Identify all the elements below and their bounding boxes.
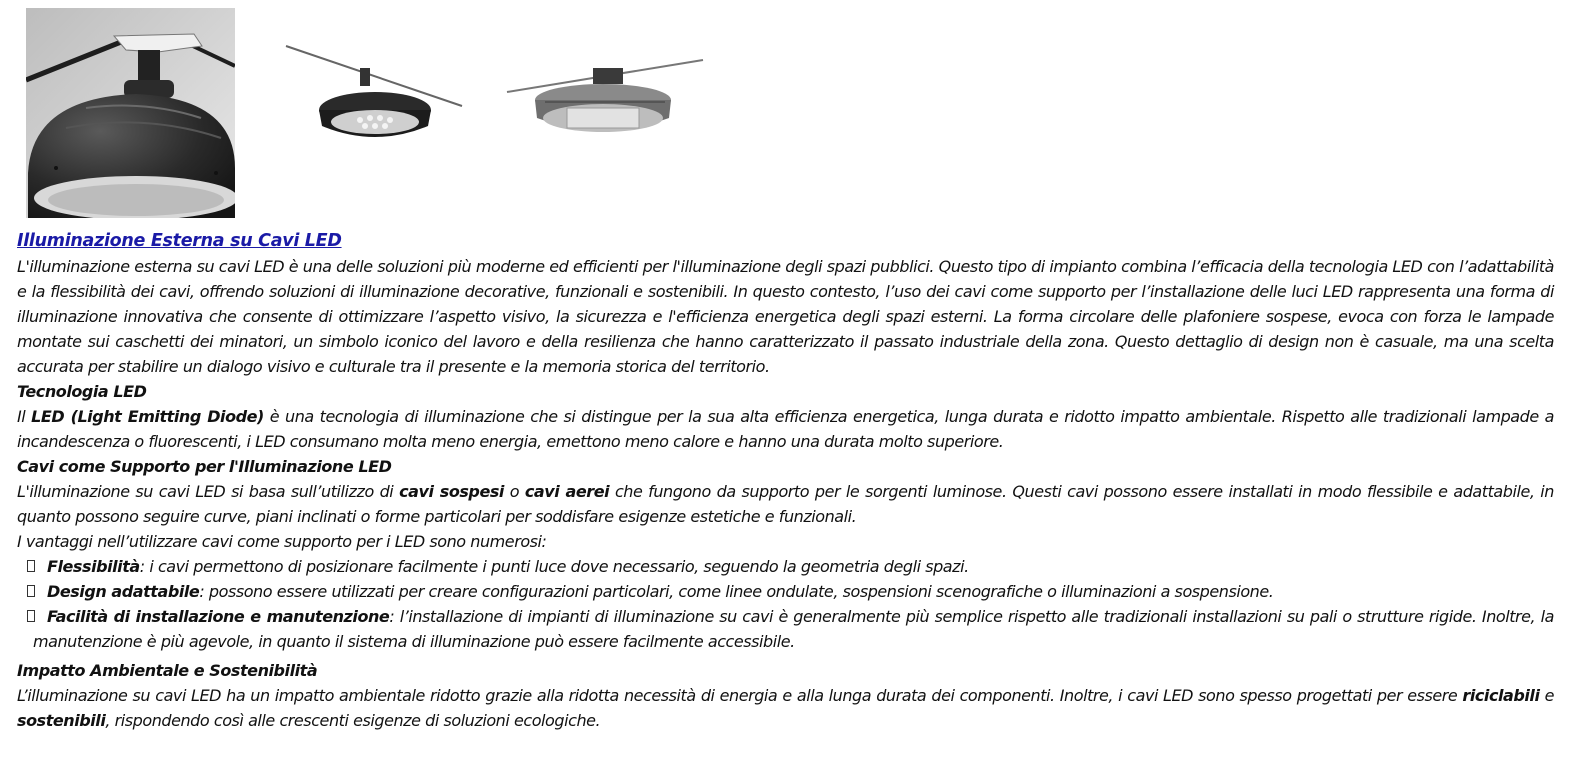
text-segment: e (1539, 686, 1554, 705)
heading-cavi-supporto: Cavi come Supporto per l'Illuminazione LED (17, 457, 392, 476)
list-item (17, 554, 1554, 579)
impatto-paragraph (17, 683, 1554, 733)
text-segment: L'illuminazione su cavi LED si basa sull’utilizzo di (17, 482, 400, 501)
vantaggi-intro: I vantaggi nell’utilizzare cavi come supporto per i LED sono numerosi: (17, 532, 547, 551)
bullet-box-icon (27, 585, 35, 597)
text-segment: o (503, 482, 525, 501)
list-item (17, 604, 1554, 654)
bullet-text: : l’installazione di impianti di illuminazione su cavi è generalmente più semplice rispetto alle tradizionali installazioni su pali o strutture rigide. Inoltre, la manutenzione è più agevole, in quanto il sistema di illuminazione può essere facilmente accessibile. (33, 607, 1554, 651)
text-segment: che fungono da supporto per le sorgenti luminose. Questi cavi possono essere installati in modo flessibile e adattabile, in quanto possono seguire curve, piani inclinati o forme particolari per soddisfare esigenze estetiche e funzionali. (17, 482, 1554, 526)
bullet-term: Flessibilità (47, 557, 140, 576)
bold-term: sostenibili (17, 711, 106, 730)
intro-paragraph: L'illuminazione esterna su cavi LED è una delle soluzioni più moderne ed efficienti per l'illuminazione degli spazi pubblici. Questo tipo di impianto combina l’efficacia della tecnologia LED con l’adattabilità e la flessibilità dei cavi, offrendo soluzioni di illuminazione decorative, funzionali e sostenibili. In questo contesto, l’uso dei cavi come supporto per l’installazione delle luci LED rappresenta una forma di illuminazione innovativa che consente di ottimizzare l’aspetto visivo, la sicurezza e l'efficienza energetica degli spazi esterni. La forma circolare delle plafoniere sospese, evoca con forza le lampade montate sui caschetti dei minatori, un simbolo iconico del lavoro e della resilienza che hanno caratterizzato il passato industriale della zona. Questo dettaglio di design non è casuale, ma una scelta accurata per stabilire un dialogo visivo e culturale tra il presente e la memoria storica del territorio. (17, 257, 1554, 376)
luminaire-photo-dark (280, 40, 470, 150)
bullet-text: : i cavi permettono di posizionare facilmente i punti luce dove necessario, seguendo la geometria degli spazi. (139, 557, 969, 576)
text-segment: , rispondendo così alle crescenti esigenze di soluzioni ecologiche. (105, 711, 601, 730)
bullet-term: Design adattabile (47, 582, 200, 601)
luminaire-photo-closeup (26, 8, 235, 218)
article (17, 228, 1554, 733)
bold-term: cavi aerei (524, 482, 610, 501)
bold-term: LED (Light Emitting Diode) (31, 407, 264, 426)
list-item (17, 579, 1554, 604)
led-paragraph (17, 404, 1554, 454)
heading-tecnologia-led: Tecnologia LED (17, 382, 147, 401)
heading-impatto-ambientale: Impatto Ambientale e Sostenibilità (17, 661, 318, 680)
article-title-link[interactable]: Illuminazione Esterna su Cavi LED (17, 231, 342, 251)
bullet-box-icon (27, 610, 35, 622)
cavi-paragraph (17, 479, 1554, 529)
luminaire-photo-silver (505, 50, 710, 145)
bold-term: cavi sospesi (399, 482, 504, 501)
product-images (0, 0, 1583, 230)
text-segment: è una tecnologia di illuminazione che si distingue per la sua alta efficienza energetica, lunga durata e ridotto impatto ambientale. Rispetto alle tradizionali lampade a incandescenza o fluorescenti, i LED consumano molta meno energia, emettono meno calore e hanno una durata molto superiore. (17, 407, 1554, 451)
bullet-term: Facilità di installazione e manutenzione (47, 607, 390, 626)
text-segment: L’illuminazione su cavi LED ha un impatto ambientale ridotto grazie alla ridotta necessità di energia e alla lunga durata dei componenti. Inoltre, i cavi LED sono spesso progettati per essere (17, 686, 1463, 705)
text-segment: Il (17, 407, 32, 426)
vantaggi-list (17, 554, 1554, 654)
bullet-text: : possono essere utilizzati per creare configurazioni particolari, come linee ondulate, sospensioni scenografiche o illuminazioni a sospensione. (199, 582, 1274, 601)
bullet-box-icon (27, 560, 35, 572)
bold-term: riciclabili (1462, 686, 1540, 705)
